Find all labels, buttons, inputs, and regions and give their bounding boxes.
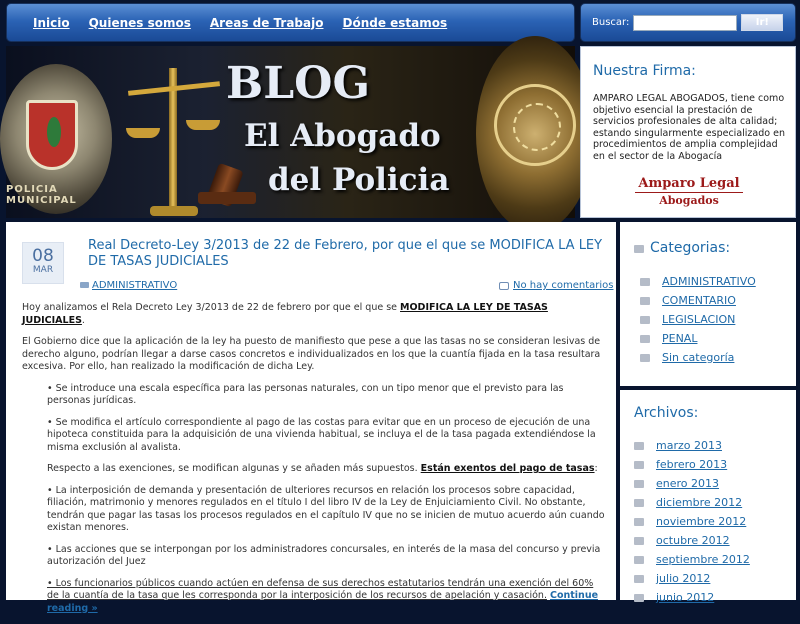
continue-reading-link[interactable]: Continue reading »	[47, 590, 599, 614]
banner-title-line1: BLOG	[226, 58, 371, 109]
archive-link[interactable]: octubre 2012	[634, 531, 750, 550]
calendar-icon	[634, 575, 644, 583]
archives-title: Archivos:	[634, 405, 699, 421]
nav-item-areas-de-trabajo[interactable]: Areas de Trabajo	[209, 15, 324, 30]
post-title[interactable]: Real Decreto-Ley 3/2013 de 22 de Febrero, por que el que se MODIFICA LA LEY DE TASAS JUDICIALES	[88, 238, 603, 269]
banner-title-line2: El Abogado	[244, 118, 441, 154]
top-navigation	[6, 3, 575, 42]
nav-item-quienes-somos[interactable]: Quienes somos	[88, 15, 191, 30]
categories-title: Categorias:	[650, 240, 731, 256]
archive-link[interactable]: febrero 2013	[634, 455, 750, 474]
archive-link[interactable]: diciembre 2012	[634, 493, 750, 512]
archive-link[interactable]: julio 2012	[634, 569, 750, 588]
calendar-icon	[634, 461, 644, 469]
folder-icon	[640, 297, 650, 305]
post-body	[22, 302, 606, 624]
blog-banner	[6, 46, 575, 218]
comment-icon	[499, 282, 509, 290]
calendar-icon	[634, 594, 644, 602]
firm-title: Nuestra Firma:	[593, 63, 696, 79]
post-day: 08	[32, 246, 54, 266]
paragraph-exenciones: Respecto a las exenciones, se modifican algunas y se añaden más supuestos. Están exentos del pago de tasas:	[47, 463, 598, 474]
folder-icon	[634, 245, 644, 253]
post-category-link[interactable]: ADMINISTRATIVO	[92, 280, 178, 291]
search-button[interactable]: Ir!	[741, 14, 783, 31]
archive-link[interactable]: noviembre 2012	[634, 512, 750, 531]
category-link[interactable]: COMENTARIO	[640, 291, 756, 310]
categories-list	[640, 272, 756, 367]
folder-icon	[640, 335, 650, 343]
bullet-costas: • Se modifica el artículo correspondiente al pago de las costas para evitar que en un proceso de ejecución de una hipoteca constituida para la adquisición de una vivienda habitual, se incluya el de la tasa pagada extendiéndose la misma exclusión al avalista.	[47, 416, 596, 453]
bullet-demanda: • La interposición de demanda y presentación de ulteriores recursos en relación los procesos sobre capacidad, filiación, matrimonio y menores regulados en el título I del libro IV de la Ley de Enjuiciamiento Civil. No obstante, tendrán que pagar las tasas los procesos regulados en el capítulo IV que no se inicien de mutuo acuerdo aún cuando existan menores.	[47, 484, 605, 533]
category-link[interactable]: ADMINISTRATIVO	[640, 272, 756, 291]
archives-list	[634, 436, 750, 607]
category-link[interactable]: Sin categoría	[640, 348, 756, 367]
calendar-icon	[634, 518, 644, 526]
category-link[interactable]: LEGISLACION	[640, 310, 756, 329]
calendar-icon	[634, 499, 644, 507]
folder-icon	[640, 354, 650, 362]
archive-link[interactable]: septiembre 2012	[634, 550, 750, 569]
logo-line1: Amparo Legal	[635, 176, 743, 193]
folder-icon	[640, 316, 650, 324]
firm-panel	[580, 46, 796, 218]
post-month: MAR	[32, 265, 54, 275]
logo-line2: Abogados	[659, 194, 719, 207]
calendar-icon	[634, 442, 644, 450]
post-date-badge	[22, 242, 64, 284]
exentos-highlight: Están exentos del pago de tasas	[420, 463, 595, 474]
sidebar	[620, 222, 796, 604]
calendar-icon	[634, 480, 644, 488]
archive-link[interactable]: marzo 2013	[634, 436, 750, 455]
bullet-funcionarios: • Los funcionarios públicos cuando actúen en defensa de sus derechos estatutarios tendrán una exención del 60% de la cuantía de la tasa que les corresponda por la interposición de los recursos de apelación y casación. Continue reading »	[47, 577, 599, 614]
archive-link[interactable]: enero 2013	[634, 474, 750, 493]
search-label: Buscar:	[592, 17, 630, 28]
folder-icon	[80, 282, 89, 288]
police-badge-image	[0, 64, 112, 214]
bullet-administradores: • Las acciones que se interpongan por los administradores concursales, en interés de la masa del concurso y previa autorización del Juez	[47, 543, 601, 567]
banner-title-line3: del Policia	[268, 162, 450, 198]
shield-icon	[26, 100, 78, 170]
paragraph-gobierno: El Gobierno dice que la aplicación de la ley ha puesto de manifiesto que pese a que las tasas no se consideran lesivas de derecho alguno, podrían llegar a darse casos concretos e individualizados en los que la cuantía fijada en la tasa resultara excesiva. Por ello, han realizado la modificación de dicha Ley.	[22, 336, 601, 372]
nav-item-inicio[interactable]: Inicio	[33, 15, 70, 30]
archive-link[interactable]: junio 2012	[634, 588, 750, 607]
paragraph-intro: Hoy analizamos el Rela Decreto Ley 3/2013 de 22 de febrero por que el que se MODIFICA LA LEY DE TASAS JUDICIALES.	[22, 302, 548, 326]
search-input[interactable]	[633, 15, 737, 31]
bullet-escala: • Se introduce una escala específica para las personas naturales, con un tipo menor que el previsto para las personas jurídicas.	[47, 382, 564, 406]
police-emblem-image	[476, 36, 594, 232]
gavel-icon	[192, 166, 262, 206]
post-content	[6, 222, 616, 614]
comments-link[interactable]: No hay comentarios	[513, 280, 614, 291]
folder-icon	[640, 278, 650, 286]
nav-item-donde-estamos[interactable]: Dónde estamos	[342, 15, 448, 30]
firm-description: AMPARO LEGAL ABOGADOS, tiene como objetivo esencial la prestación de servicios profesionales de alta calidad; estando singularmente especializado en procedimientos de amplia complejidad en el sector de la Abogacía	[593, 93, 785, 162]
amparo-legal-logo[interactable]	[593, 176, 785, 209]
calendar-icon	[634, 556, 644, 564]
intro-highlight: MODIFICA LA LEY DE TASAS JUDICIALES	[22, 302, 548, 326]
category-link[interactable]: PENAL	[640, 329, 756, 348]
calendar-icon	[634, 537, 644, 545]
badge-text: POLICIA MUNICIPAL	[6, 184, 77, 206]
sidebar-divider	[620, 386, 796, 390]
search-box	[580, 3, 796, 42]
